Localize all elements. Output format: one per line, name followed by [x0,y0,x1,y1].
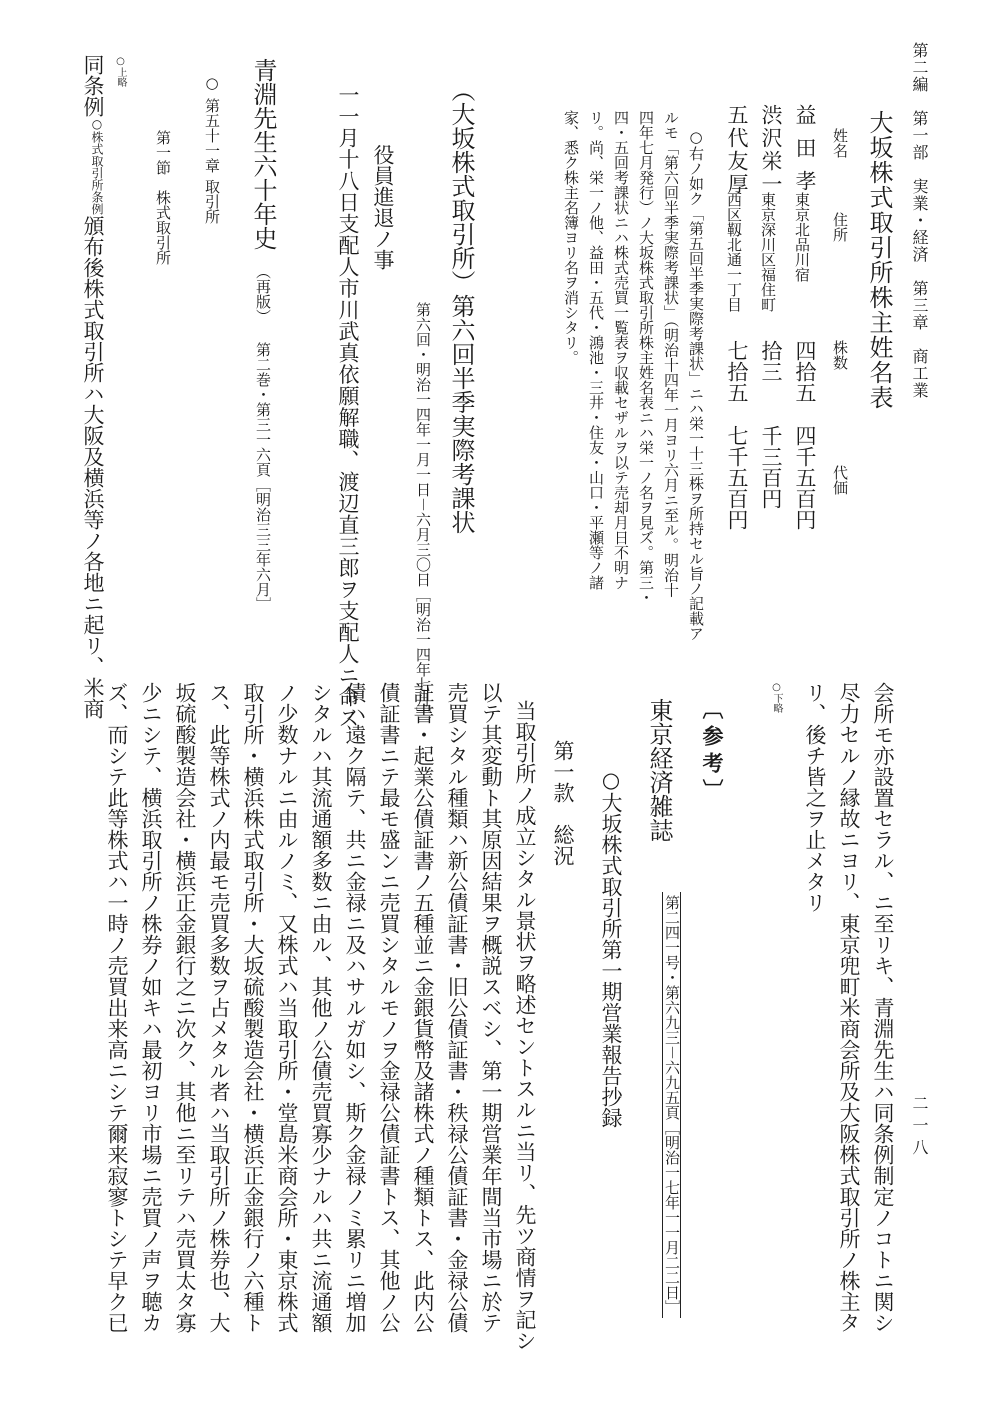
report-body: 一一月十八日支配人市川武真依願解職、渡辺直三郎ヲ支配人ニ命ス [336,84,360,729]
reference-body-line: ノ少数ナルニ由ルノミ、又株式ハ当取引所・堂島米商会所・東京株式 [275,682,299,1333]
history-continuation-line: 会所モ亦設置セラル、ニ至リキ、青淵先生ハ同条例制定ノコトニ関シ [871,682,895,1333]
reference-article-title: ○大坂株式取引所第一期営業報告抄録 [599,768,623,1128]
reference-body-line: 少ニシテ、横浜取引所ノ株券ノ如キハ最初ヨリ市場ニ売買ノ声ヲ聴カ [139,682,163,1333]
history-title: 青淵先生六十年史 [249,58,277,250]
shareholder-address: 東京北品川宿 [793,192,811,282]
reference-source [662,892,681,1318]
history-text-start [82,54,103,719]
column-header-address: 住所 [831,212,849,242]
column-header-price: 代価 [831,465,849,495]
table-note-line: 家、悉ク株主名簿ヨリ名ヲ消シタリ。 [562,110,580,365]
history-omit-end: ○下略 [771,682,782,713]
report-source-line2: ［明治一四年七月］ [414,587,432,723]
running-header: 第二編 第一部 実業・経済 第三章 商工業 [910,42,929,399]
history-source-line2: ［明治三三年六月］ [254,477,272,612]
shareholder-address: 西区靱北通一丁目 [725,192,743,312]
page-number: 二一八 [910,1095,929,1161]
reference-source-line2: ［明治一七年一一月二二日］ [663,1120,681,1316]
table-note-line: 四・五回考課状ニハ株式売買一覧表ヲ収載セザルヲ以テ売却月日不明ナ [612,110,630,590]
report-title: （大坂株式取引所）第六回半季実際考課状 [447,78,475,534]
shareholder-name: 五代友厚 [725,104,749,196]
reference-body-line: 坂硫酸製造会社・横浜正金銀行之ニ次ク、其他ニ至リテハ売買太タ寡 [173,682,197,1333]
shareholder-price: 七千五百円 [725,425,749,530]
reference-body-line: 以テ其変動ト其原因結果ヲ概説スベシ、第一期営業年間当市場ニ於テ [479,682,503,1333]
table-note-line: リ。尚、栄一ノ他、益田・五代・鴻池・三井・住友・山口・平瀬等ノ諸 [587,110,605,590]
table-note-line: ルモ「第六回半季実際考課状」（明治十四年一月ヨリ六月ニ至ル。明治十 [662,110,680,598]
history-continuation-line: 尽力セルノ縁故ニヨリ、東京兜町米商会所及大阪株式取引所ノ株主タ [837,682,861,1333]
reference-body-line: ス、此等株式ノ内最モ売買多数ヲ占メタル者ハ当取引所ノ株券也、大 [207,682,231,1333]
reference-subsection: 第一款 総況 [551,740,575,866]
column-header-shares: 株数 [831,340,849,370]
history-chapter-sub: 取引所 [203,179,221,224]
history-continuation-line: リ、後チ皆之ヲ止メタリ [803,682,827,913]
reference-journal: 東京経済雑誌 [645,698,673,842]
shareholder-name: 渋沢栄一 [759,104,783,196]
history-chapter [204,74,219,224]
table-note-line: 四年七月発行）ノ大坂株式取引所株主姓名表ニハ栄一ノ名ヲ見ズ。第三・ [637,110,655,605]
history-chapter-number: 第五十一章 [203,98,221,173]
table-note-line: ○右ノ如ク「第五回半季実際考課状」ニハ栄一十三株ヲ所持セル旨ノ記載ア [687,128,705,641]
history-lead-note1: ○株式取 [90,117,104,167]
shareholder-name: 益田孝 [793,104,817,203]
reference-body-line: シタルハ其流通額多数ニ由ル、其他ノ公債売買寡少ナルハ共ニ流通額 [309,682,333,1333]
history-title-line [251,58,275,612]
table-title: 大坂株式取引所株主姓名表 [865,110,893,410]
history-source-line1: 第二巻・第三一六頁 [254,342,272,477]
reference-source-line1: 第二四一号・第六九三－六九五頁 [663,895,681,1121]
history-chapter-mark: ○ [203,74,221,92]
shareholder-shares: 四拾五 [793,340,817,403]
reference-body-line: 売買シタル種類ハ新公債証書・旧公債証書・秩禄公債証書・金禄公債 [445,682,469,1333]
shareholder-shares: 拾三 [759,340,783,382]
shareholder-price: 四千五百円 [793,425,817,530]
reference-body-line: 債ハ遠ク隔テ、共ニ金禄ニ及ハサルガ如シ、斯ク金禄ノミ累リニ増加 [343,682,367,1333]
report-source [414,302,431,722]
reference-body-line: 当取引所ノ成立シタル景状ヲ略述セントスルニ当リ、先ツ商情ヲ記シ [513,700,537,1351]
history-lead-note2: 引所条例 [90,167,104,215]
shareholder-price: 千三百円 [759,425,783,509]
reference-body-line: 取引所・横浜株式取引所・大坂硫酸製造会社・横浜正金銀行ノ六種ト [241,682,265,1333]
reference-label: 〔参考〕 [700,698,725,806]
reference-body-line: ズ、而シテ此等株式ハ一時ノ売買出来高ニシテ爾来寂寥トシテ早ク已 [105,682,129,1333]
column-header-name: 姓名 [831,128,849,158]
history-omit-start: ○上略 [115,56,126,87]
shareholder-shares: 七拾五 [725,340,749,403]
history-edition: （再版） [254,264,272,324]
report-heading: 役員進退ノ事 [371,144,395,270]
reference-body-line: 債証書ニテ最モ盛ンニ売買シタルモノヲ金禄公債証書トス、其他ノ公 [377,682,401,1333]
history-lead: 同条例 [81,54,105,117]
history-section: 第一節 株式取引所 [154,130,172,265]
report-source-line1: 第六回・明治一四年一月一日－六月三〇日 [414,302,432,588]
reference-body-line: 証書・起業公債証書ノ五種並ニ金銀貨幣及諸株式ノ種類トス、此内公 [411,682,435,1333]
history-text: 頒布後株式取引所ハ大阪及横浜等ノ各地ニ起リ、米商 [81,215,105,719]
shareholder-address: 東京深川区福住町 [759,192,777,312]
